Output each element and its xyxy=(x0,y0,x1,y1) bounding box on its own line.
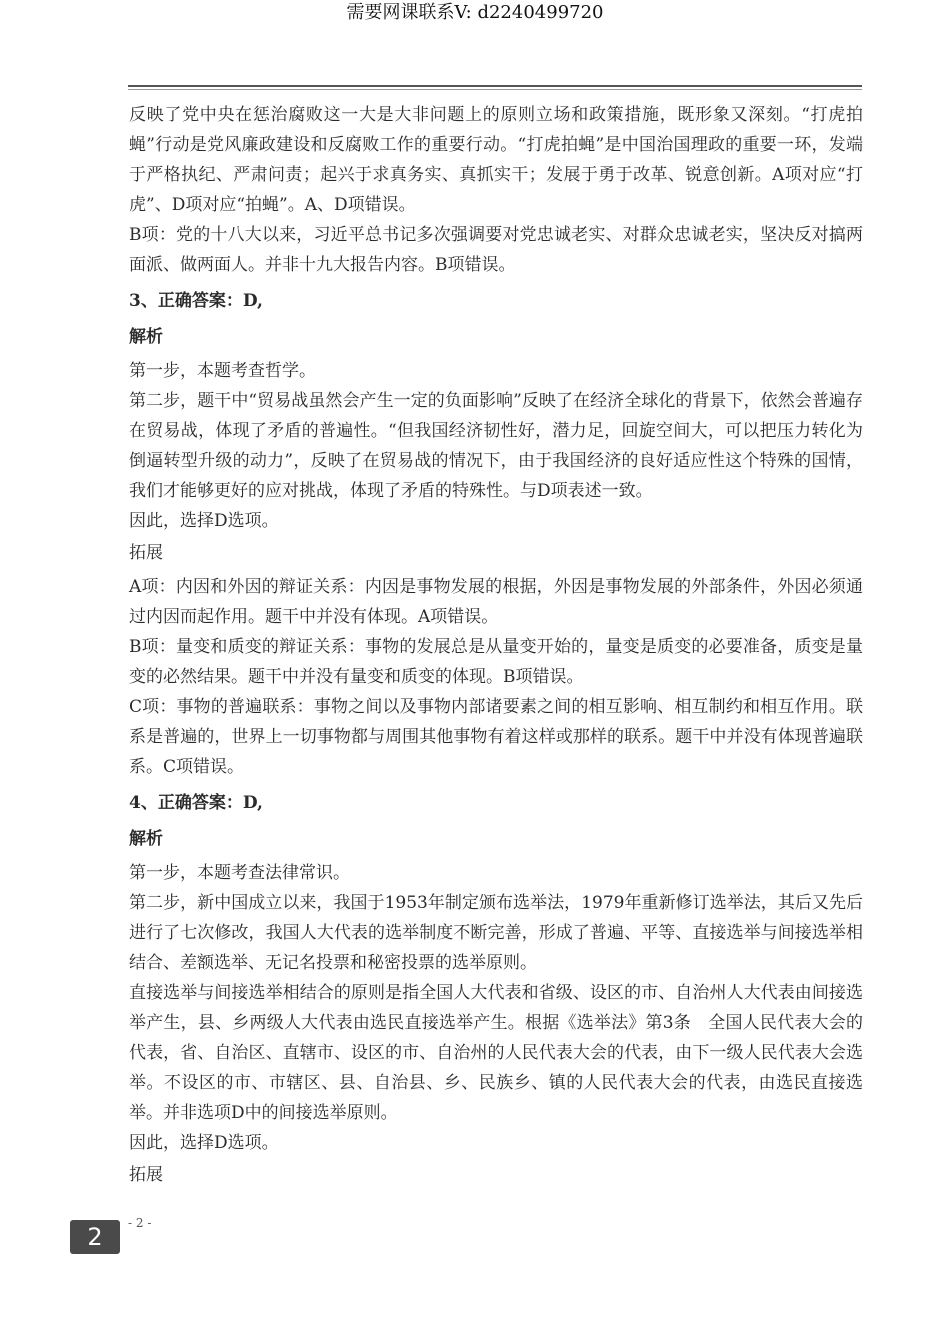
step-line: 第二步，新中国成立以来，我国于1953年制定颁布选举法，1979年重新修订选举法，其后又先后进行了七次修改，我国人大代表的选举制度不断完善，形成了普遍、平等、直接选举与间接选举相结合、差额选举、无记名投票和秘密投票的选举原则。 xyxy=(129,893,863,973)
answer-heading-4: 4、正确答案：D, xyxy=(129,793,263,813)
option-explanation: A项：内因和外因的辩证关系：内因是事物发展的根据，外因是事物发展的外部条件，外因必须通过内因而起作用。题干中并没有体现。A项错误。 xyxy=(129,577,863,627)
header-rule xyxy=(128,85,862,87)
page-number: - 2 - xyxy=(128,1216,152,1230)
step-line: 第一步，本题考查法律常识。 xyxy=(129,863,350,883)
analysis-label-3: 解析 xyxy=(129,327,163,347)
paragraph: B项：党的十八大以来，习近平总书记多次强调要对党忠诚老实、对群众忠诚老实，坚决反对搞两面派、做两面人。并非十九大报告内容。B项错误。 xyxy=(129,225,863,275)
step-line: 第一步，本题考查哲学。 xyxy=(129,361,316,381)
answer-heading-3: 3、正确答案：D, xyxy=(129,291,263,311)
header-rule-thin xyxy=(128,89,862,90)
step-line: 因此，选择D选项。 xyxy=(129,511,279,531)
document-body xyxy=(129,100,863,1194)
extension-label-3: 拓展 xyxy=(129,543,163,563)
step-line: 第二步，题干中“贸易战虽然会产生一定的负面影响”反映了在经济全球化的背景下，依然会普遍存在贸易战，体现了矛盾的普遍性。“但我国经济韧性好，潜力足，回旋空间大，可以把压力转化为倒逼转型升级的动力”，反映了在贸易战的情况下，由于我国经济的良好适应性这个特殊的国情，我们才能够更好的应对挑战，体现了矛盾的特殊性。与D项表述一致。 xyxy=(129,391,863,501)
analysis-label-4: 解析 xyxy=(129,829,163,849)
step-line: 直接选举与间接选举相结合的原则是指全国人大代表和省级、设区的市、自治州人大代表由间接选举产生，县、乡两级人大代表由选民直接选举产生。根据《选举法》第3条 全国人民代表大会的代表，省、自治区、直辖市、设区的市、自治州的人民代表大会的代表，由下一级人民代表大会选举。不设区的市、市辖区、县、自治县、乡、民族乡、镇的人民代表大会的代表，由选民直接选举。并非选项D中的间接选举原则。 xyxy=(129,983,863,1123)
option-explanation: B项：量变和质变的辩证关系：事物的发展总是从量变开始的，量变是质变的必要准备，质变是量变的必然结果。题干中并没有量变和质变的体现。B项错误。 xyxy=(129,637,863,687)
paragraph: 反映了党中央在惩治腐败这一大是大非问题上的原则立场和政策措施，既形象又深刻。“打虎拍蝇”行动是党风廉政建设和反腐败工作的重要行动。“打虎拍蝇”是中国治国理政的重要一环，发端于严格执纪、严肃问责；起兴于求真务实、真抓实干；发展于勇于改革、锐意创新。A项对应“打虎”、D项对应“拍蝇”。A、D项错误。 xyxy=(129,105,863,215)
extension-label-4: 拓展 xyxy=(129,1165,163,1185)
contact-banner: 需要网课联系V: d2240499720 xyxy=(346,2,604,23)
step-line: 因此，选择D选项。 xyxy=(129,1133,279,1153)
page-badge: 2 xyxy=(70,1220,120,1254)
option-explanation: C项：事物的普遍联系：事物之间以及事物内部诸要素之间的相互影响、相互制约和相互作用。联系是普遍的，世界上一切事物都与周围其他事物有着这样或那样的联系。题干中并没有体现普遍联系。C项错误。 xyxy=(129,697,863,777)
